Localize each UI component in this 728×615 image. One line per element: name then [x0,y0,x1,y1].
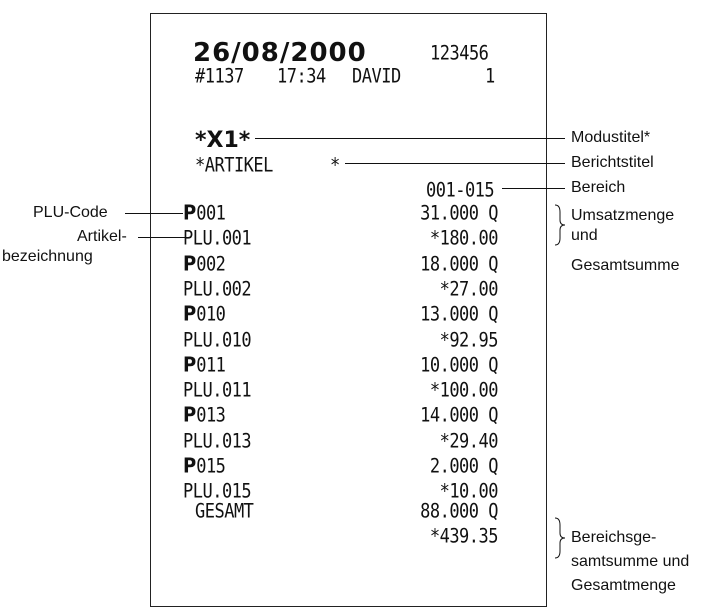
receipt-date: 26/08/2000 [193,38,367,68]
item-amount: *10.00 [439,480,498,504]
item-plu-prefix: P [183,453,197,478]
item-plu-prefix: P [183,251,197,276]
item-plu-code [183,202,225,225]
item-plu-prefix: P [183,403,197,428]
plu-code-leader [125,213,183,214]
item-plu-prefix: P [183,302,197,327]
annotation-mode-title: Modustitel* [571,129,651,146]
range-leader [502,188,565,189]
report-title-star: * [330,154,340,177]
annotation-total-line1: Bereichsge- [571,529,657,546]
item-plu-code [183,303,225,326]
annotation-total-line3: Gesamtmenge [571,577,676,594]
item-plu-number: 001 [196,202,226,225]
item-plu-number: 011 [196,353,226,377]
item-amount: *29.40 [439,429,498,453]
report-title: *ARTIKEL [195,154,273,177]
clerk-code: 1 [485,65,495,88]
item-plu-prefix: P [183,200,197,225]
mode-title: *X1* [195,128,251,153]
mode-title-leader [255,138,565,139]
annotation-sales-line2: und [571,227,598,244]
receipt-time: 17:34 [277,65,326,88]
register-number: 123456 [430,42,489,65]
item-plu-code [183,404,225,427]
item-name: PLU.015 [183,480,252,504]
annotation-report-title: Berichtstitel [571,154,654,171]
item-name: PLU.001 [183,227,252,251]
item-quantity: 18.000 Q [420,252,498,276]
annotation-item-desc-line2: bezeichnung [2,248,93,265]
item-plu-number: 015 [196,455,226,478]
item-quantity: 14.000 Q [420,404,498,428]
item-plu-code [183,253,225,276]
item-name: PLU.011 [183,379,252,403]
item-quantity: 31.000 Q [420,202,498,225]
sales-brace-icon [553,204,567,246]
item-quantity: 13.000 Q [420,303,498,327]
annotation-range: Bereich [571,179,626,196]
consecutive-number: #1137 [195,65,244,88]
item-quantity: 2.000 Q [429,455,498,478]
report-range: 001-015 [426,179,495,202]
item-plu-number: 010 [196,303,226,327]
annotation-sales-line3: Gesamtsumme [571,257,680,274]
item-quantity: 10.000 Q [420,353,498,377]
item-plu-number: 013 [196,404,226,428]
annotation-plu-code: PLU-Code [33,204,108,221]
annotation-item-desc-line1: Artikel- [77,228,127,245]
total-brace-icon [553,517,567,559]
item-name: PLU.002 [183,277,252,301]
item-amount: *180.00 [429,227,498,251]
item-name: PLU.013 [183,429,252,453]
item-plu-code [183,455,225,478]
item-plu-prefix: P [183,352,197,377]
report-title-leader [345,163,565,164]
item-amount: *92.95 [439,328,498,352]
total-label: GESAMT [195,500,254,523]
item-plu-code [183,354,225,377]
item-amount: *100.00 [429,379,498,403]
total-amount: *439.35 [429,525,498,548]
annotation-total-line2: samtsumme und [571,553,690,570]
total-quantity: 88.000 Q [420,500,498,523]
item-desc-leader [138,237,191,238]
item-amount: *27.00 [439,277,498,301]
item-name: PLU.010 [183,328,252,352]
item-plu-number: 002 [196,252,226,276]
annotation-sales-line1: Umsatzmenge [571,207,675,224]
clerk-name: DAVID [352,65,401,88]
